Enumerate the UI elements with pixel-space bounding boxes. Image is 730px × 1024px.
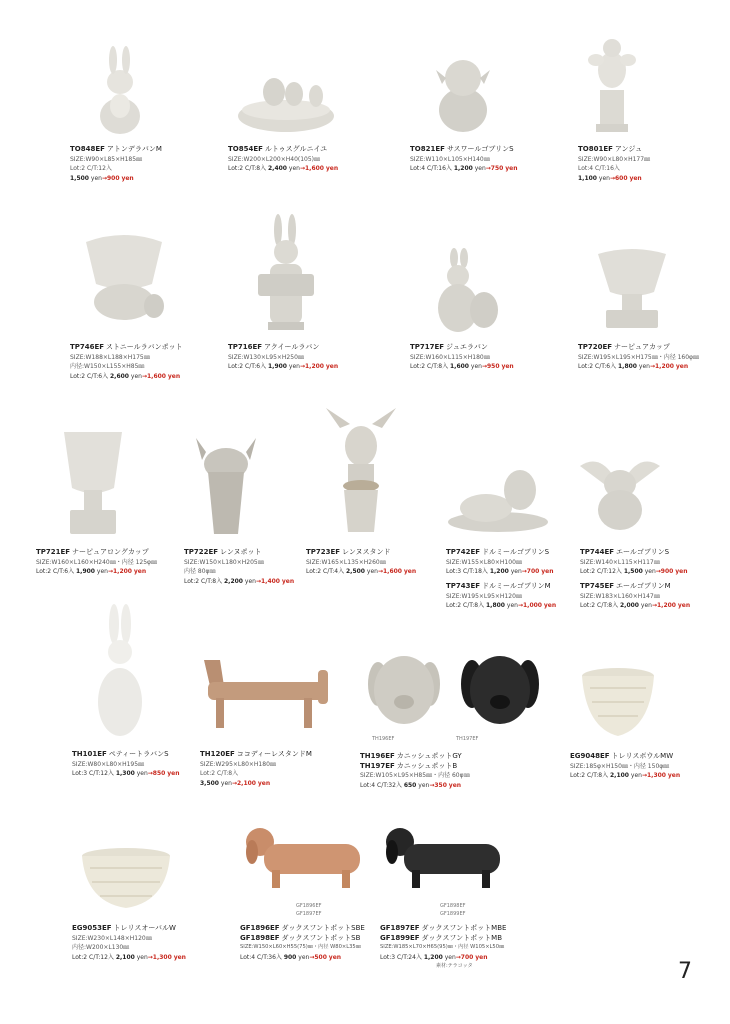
tag-gf1896-gf1897: GF1896EF GF1897EF	[296, 903, 322, 917]
caption-tp745ef: TP745EF エールゴブリンM SIZE:W183×L160×H147㎜ Lot:2 C/T:8入 2,000 yen→1,200 yen	[580, 582, 691, 609]
tag-gf1898-gf1899: GF1898EF GF1899EF	[440, 903, 466, 917]
caption-eg9048ef: EG9048EF トレリスボウルMW SIZE:185φ×H150㎜・内径 150φ㎜ Lot:2 C/T:8入 2,100 yen→1,300 yen	[570, 752, 681, 779]
caption-to854ef: TO854EF ルトゥスグルニイユ SIZE:W200×L200×H40(105)㎜ Lot:2 C/T:8入 2,400 yen→1,600 yen	[228, 145, 339, 172]
tag-th196ef: TH196EF	[372, 736, 395, 742]
product-image-th120ef	[200, 656, 330, 732]
product-image-tp723ef	[322, 406, 400, 536]
product-image-th197ef	[460, 648, 540, 730]
product-image-tp720ef	[594, 248, 670, 332]
caption-to848ef: TO848EF アトンデラバンM SIZE:W90×L85×H185㎜ Lot:2 C/T:12入 1,500 yen→900 yen	[70, 145, 162, 182]
caption-gf1897-gf1899: GF1897EF ダックスフントポットMBE GF1899EF ダックスフントポットMB SIZE:W185×L70×H65(95)㎜・内径 W105×L50㎜ Lot:3 C/T:24入 1,200 yen→700 yen 素材:テラコッタ	[380, 924, 507, 969]
product-image-tp742ef	[446, 464, 550, 534]
product-image-to801ef	[584, 34, 640, 134]
caption-tp746ef: TP746EF ストニールラバンポット SIZE:W188×L188×H175㎜ 内径:W150×L155×H85㎜ Lot:2 C/T:6入 2,600 yen→1,600 yen	[70, 343, 183, 380]
product-image-th101ef	[92, 604, 148, 736]
product-image-th196ef	[366, 650, 442, 730]
caption-tp721ef: TP721EF ナーピュアロングカップ SIZE:W160×L160×H240㎜・内径 125φ㎜ Lot:2 C/T:6入 1,900 yen→1,200 yen	[36, 548, 158, 575]
caption-eg9053ef: EG9053EF トレリスオーバルW SIZE:W230×L148×H120㎜ 内径:W200×L130㎜ Lot:2 C/T:12入 2,100 yen→1,300 yen	[72, 924, 186, 961]
caption-tp742ef: TP742EF ドルミールゴブリンS SIZE:W155×L80×H100㎜ Lot:3 C/T:18入 1,200 yen→700 yen	[446, 548, 554, 575]
product-image-tp721ef	[58, 428, 128, 536]
product-image-gf1897ef	[378, 822, 506, 894]
product-image-to821ef	[430, 50, 496, 134]
caption-th101ef: TH101EF ペティートラバンS SIZE:W80×L80×H195㎜ Lot:3 C/T:12入 1,300 yen→850 yen	[72, 750, 180, 777]
caption-tp743ef: TP743EF ドルミールゴブリンM SIZE:W195×L95×H120㎜ Lot:2 C/T:8入 1,800 yen→1,000 yen	[446, 582, 557, 609]
product-image-eg9053ef	[80, 846, 172, 910]
product-image-tp722ef	[192, 434, 260, 538]
caption-th196-th197: TH196EF カニッシュポットGY TH197EF カニッシュポットB SIZE:W105×L95×H85㎜・内径 60φ㎜ Lot:4 C/T:32入 650 yen→350 yen	[360, 752, 470, 789]
caption-tp720ef: TP720EF ナーピュアカップ SIZE:W195×L195×H175㎜・内径 160φ㎜ Lot:2 C/T:6入 1,800 yen→1,200 yen	[578, 343, 700, 370]
caption-tp716ef: TP716EF アクイールラバン SIZE:W130×L95×H250㎜ Lot:2 C/T:6入 1,900 yen→1,200 yen	[228, 343, 339, 370]
caption-to801ef: TO801EF アンジュ SIZE:W90×L80×H177㎜ Lot:4 C/T:16入 1,100 yen→600 yen	[578, 145, 651, 182]
caption-tp717ef: TP717EF ジュエラバン SIZE:W160×L115×H180㎜ Lot:2 C/T:8入 1,600 yen→950 yen	[410, 343, 514, 370]
caption-tp723ef: TP723EF レンヌスタンド SIZE:W165×L135×H260㎜ Lot:2 C/T:4入 2,500 yen→1,600 yen	[306, 548, 417, 575]
caption-tp744ef: TP744EF エールゴブリンS SIZE:W140×L115×H117㎜ Lot:2 C/T:12入 1,500 yen→900 yen	[580, 548, 688, 575]
caption-tp722ef: TP722EF レンヌポット SIZE:W150×L180×H205㎜ 内径 80φ㎜ Lot:2 C/T:8入 2,200 yen→1,400 yen	[184, 548, 295, 585]
product-image-tp717ef	[428, 248, 500, 334]
product-image-to854ef	[236, 66, 336, 136]
caption-gf1896-gf1898: GF1896EF ダックスフントポットSBE GF1898EF ダックスフントポットSB SIZE:W150×L60×H55(75)㎜・内径 W80×L35㎜ Lot:4 C/T:36入 900 yen→500 yen	[240, 924, 365, 961]
product-image-tp746ef	[78, 232, 170, 324]
tag-th197ef: TH197EF	[456, 736, 479, 742]
caption-to821ef: TO821EF サスワールゴブリンS SIZE:W110×L105×H140㎜ Lot:4 C/T:16入 1,200 yen→750 yen	[410, 145, 518, 172]
product-image-tp744ef	[578, 454, 662, 532]
page-number: 7	[678, 959, 692, 984]
product-image-to848ef	[92, 46, 148, 136]
product-image-gf1896ef	[238, 822, 366, 894]
product-image-eg9048ef	[580, 666, 656, 738]
product-image-tp716ef	[256, 214, 316, 332]
caption-th120ef: TH120EF ココディーレスタンドM SIZE:W295×L80×H180㎜ Lot:2 C/T:8入 3,500 yen→2,100 yen	[200, 750, 312, 787]
